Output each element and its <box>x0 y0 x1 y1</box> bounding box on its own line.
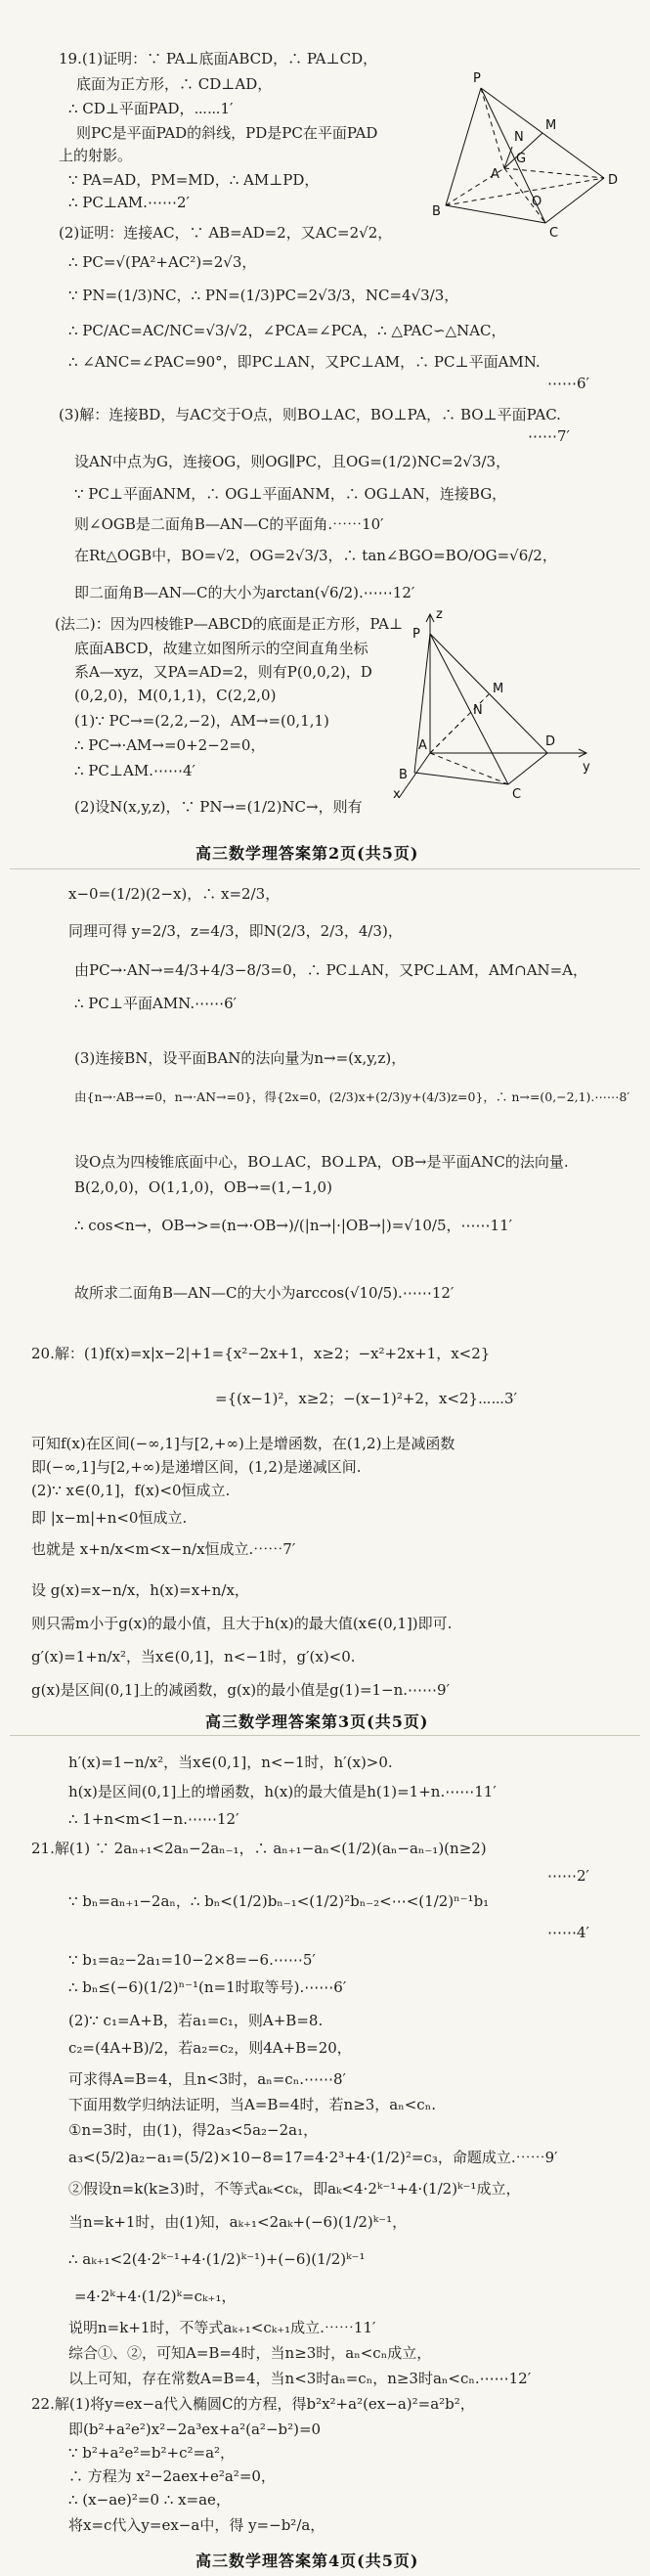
figure-label: A <box>418 738 427 753</box>
solution-line: (2)∵ c₁=A+B，若a₁=c₁，则A+B=8. <box>68 2012 324 2029</box>
figure-label: M <box>545 118 557 133</box>
figure-label: N <box>473 703 483 718</box>
solution-line: ∴ PC⊥AM.⋯⋯4′ <box>74 762 195 779</box>
figure-label: M <box>493 682 504 696</box>
solution-line: ∴ PC⊥AM.⋯⋯2′ <box>68 194 190 211</box>
solution-line: g(x)是区间(0,1]上的减函数，g(x)的最小值是g(1)=1−n.⋯⋯9′ <box>31 1681 450 1699</box>
solution-line: ∵ PA=AD，PM=MD，∴ AM⊥PD， <box>68 171 320 189</box>
score-mark: ⋯⋯4′ <box>547 1924 589 1941</box>
solution-line: ∴ (x−ae)²=0 ∴ x=ae， <box>68 2491 231 2509</box>
figure-label: N <box>514 130 524 145</box>
solution-line: 同理可得 y=2/3，z=4/3，即N(2/3，2/3，4/3)， <box>68 922 403 940</box>
solution-line: 即二面角B—AN—C的大小为arctan(√6/2).⋯⋯12′ <box>74 584 415 601</box>
solution-line: ∴ PC⊥平面AMN.⋯⋯6′ <box>74 995 238 1012</box>
solution-line: ={(x−1)²，x≥2；−(x−1)²+2，x<2}⋯⋯3′ <box>215 1390 518 1407</box>
solution-line: 在Rt△OGB中，BO=√2，OG=2√3/3，∴ tan∠BGO=BO/OG=√6/2， <box>74 547 557 564</box>
page-footer: 高三数学理答案第4页(共5页) <box>195 2552 419 2570</box>
solution-line: x−0=(1/2)(2−x)，∴ x=2/3， <box>68 885 281 903</box>
figure-label: C <box>549 226 559 241</box>
figure-label: G <box>516 152 527 166</box>
solution-line: (2)设N(x,y,z)，∵ PN→=(1/2)NC→，则有 <box>74 798 363 816</box>
page-divider <box>10 1735 640 1736</box>
solution-line: 也就是 x+n/x<m<x−n/x恒成立.⋯⋯7′ <box>31 1540 296 1558</box>
solution-line: ∵ bₙ=aₙ₊₁−2aₙ，∴ bₙ<(1/2)bₙ₋₁<(1/2)²bₙ₋₂<⋯<(1/2)ⁿ⁻¹b₁ <box>68 1892 490 1910</box>
solution-line: 21.解(1) ∵ 2aₙ₊₁<2aₙ−2aₙ₋₁，∴ aₙ₊₁−aₙ<(1/2)(aₙ−aₙ₋₁)(n≥2) <box>31 1840 487 1857</box>
figure-label: A <box>491 167 499 182</box>
score-mark: ⋯⋯2′ <box>547 1867 589 1885</box>
solution-line: 将x=c代入y=ex−a中，得 y=−b²/a， <box>68 2516 325 2534</box>
figure-label: D <box>545 734 556 749</box>
solution-line: B(2,0,0)，O(1,1,0)，OB→=(1,−1,0) <box>74 1178 332 1196</box>
solution-line: ∴ PC=√(PA²+AC²)=2√3， <box>68 253 257 271</box>
solution-line: ∴ PC→·AM→=0+2−2=0， <box>74 736 266 754</box>
solution-line: 底面ABCD，故建立如图所示的空间直角坐标 <box>74 640 368 657</box>
solution-line: 即 |x−m|+n<0恒成立. <box>31 1509 188 1527</box>
figure-label: P <box>412 627 420 642</box>
solution-line: h(x)是区间(0,1]上的增函数，h(x)的最大值是h(1)=1+n.⋯⋯11′ <box>68 1783 497 1800</box>
figure-label: B <box>432 204 441 219</box>
solution-line: ∵ PN=(1/3)NC，∴ PN=(1/3)PC=2√3/3，NC=4√3/3， <box>68 287 459 304</box>
page-divider <box>10 868 640 869</box>
solution-line: 系A—xyz，又PA=AD=2，则有P(0,0,2)，D <box>74 663 372 681</box>
solution-line: 上的射影。 <box>59 147 133 164</box>
figure-label: x <box>393 787 401 802</box>
solution-line: a₃<(5/2)a₂−a₁=(5/2)×10−8=17=4·2³+4·(1/2)²=c₃，命题成立.⋯⋯9′ <box>68 2149 558 2166</box>
solution-line: ∴ 1+n<m<1−n.⋯⋯12′ <box>68 1810 239 1828</box>
solution-line: 设 g(x)=x−n/x，h(x)=x+n/x， <box>31 1581 249 1599</box>
solution-line: 当n=k+1时，由(1)知，aₖ₊₁<2aₖ+(−6)(1/2)ᵏ⁻¹， <box>68 2213 408 2231</box>
figure-label: z <box>436 607 443 622</box>
solution-line: 设AN中点为G，连接OG，则OG∥PC，且OG=(1/2)NC=2√3/3， <box>74 453 511 470</box>
solution-line: g′(x)=1+n/x²，当x∈(0,1]，n<−1时，g′(x)<0. <box>31 1648 356 1666</box>
solution-line: 即(−∞,1]与[2,+∞)是递增区间，(1,2)是递减区间. <box>31 1458 362 1476</box>
solution-line: (0,2,0)，M(0,1,1)，C(2,2,0) <box>74 687 277 704</box>
solution-line: 22.解(1)将y=ex−a代入椭圆C的方程，得b²x²+a²(ex−a)²=a²b²， <box>31 2395 475 2413</box>
figure-label: D <box>608 173 619 188</box>
solution-line: 20.解：(1)f(x)=x|x−2|+1={x²−2x+1，x≥2；−x²+2x+1，x<2} <box>31 1345 491 1362</box>
pyramid-figure <box>430 68 626 244</box>
solution-line: ∴ aₖ₊₁<2(4·2ᵏ⁻¹+4·(1/2)ᵏ⁻¹)+(−6)(1/2)ᵏ⁻¹ <box>68 2250 366 2268</box>
solution-line: (2)∵ x∈(0,1]，f(x)<0恒成立. <box>31 1482 231 1499</box>
solution-line: (2)证明：连接AC，∵ AB=AD=2，又AC=2√2， <box>59 224 393 242</box>
solution-line: 以上可知，存在常数A=B=4，当n<3时aₙ=cₙ，n≥3时aₙ<cₙ.⋯⋯12′ <box>68 2370 532 2387</box>
solution-line: (3)解：连接BD，与AC交于O点，则BO⊥AC，BO⊥PA，∴ BO⊥平面PAC. <box>59 406 561 423</box>
page-footer: 高三数学理答案第3页(共5页) <box>205 1712 429 1731</box>
solution-line: 则∠OGB是二面角B—AN—C的平面角.⋯⋯10′ <box>74 515 384 533</box>
solution-line: 综合①、②，可知A=B=4时，当n≥3时，aₙ<cₙ成立， <box>68 2344 432 2362</box>
solution-line: 由{n→·AB→=0，n→·AN→=0}，得{2x=0，(2/3)x+(2/3)y+(4/3)z=0}，∴ n→=(0,−2,1).⋯⋯8′ <box>74 1089 630 1104</box>
solution-line: ∵ b²+a²e²=b²+c²=a²， <box>68 2444 236 2462</box>
solution-line: 可知f(x)在区间(−∞,1]与[2,+∞)上是增函数，在(1,2)上是减函数 <box>31 1435 455 1452</box>
figure-label: C <box>512 787 522 802</box>
solution-line: 故所求二面角B—AN—C的大小为arccos(√10/5).⋯⋯12′ <box>74 1284 455 1302</box>
solution-line: =4·2ᵏ+4·(1/2)ᵏ=cₖ₊₁， <box>74 2287 237 2305</box>
solution-line: ②假设n=k(k≥3)时，不等式aₖ<cₖ，即aₖ<4·2ᵏ⁻¹+4·(1/2)ᵏ⁻¹成立， <box>68 2180 521 2198</box>
solution-line: 则PC是平面PAD的斜线，PD是PC在平面PAD <box>76 124 378 142</box>
solution-line: ∵ b₁=a₂−2a₁=10−2×8=−6.⋯⋯5′ <box>68 1951 316 1969</box>
solution-line: 则只需m小于g(x)的最小值，且大于h(x)的最大值(x∈(0,1])即可. <box>31 1615 453 1632</box>
score-mark: ⋯⋯6′ <box>547 375 589 392</box>
solution-line: 说明n=k+1时，不等式aₖ₊₁<cₖ₊₁成立.⋯⋯11′ <box>68 2319 376 2336</box>
figure-label: B <box>399 768 408 782</box>
solution-line: h′(x)=1−n/x²，当x∈(0,1]，n<−1时，h′(x)>0. <box>68 1754 393 1771</box>
solution-line: 设O点为四棱锥底面中心，BO⊥AC，BO⊥PA，OB→是平面ANC的法向量. <box>74 1153 569 1171</box>
solution-line: ∴ ∠ANC=∠PAC=90°，即PC⊥AN，又PC⊥AM，∴ PC⊥平面AMN. <box>68 353 541 371</box>
solution-line: (1)∵ PC→=(2,2,−2)，AM→=(0,1,1) <box>74 712 329 730</box>
solution-line: 由PC→·AN→=4/3+4/3−8/3=0，∴ PC⊥AN，又PC⊥AM，AM∩AN=A， <box>74 961 588 979</box>
score-mark: ⋯⋯7′ <box>528 427 570 445</box>
solution-line: ①n=3时，由(1)，得2a₃<5a₂−2a₁， <box>68 2121 319 2139</box>
solution-line: 即(b²+a²e²)x²−2a³ex+a²(a²−b²)=0 <box>68 2421 322 2438</box>
solution-line: ∴ PC/AC=AC/NC=√3/√2，∠PCA=∠PCA，∴ △PAC∽△NAC， <box>68 322 506 339</box>
solution-line: (3)连接BN，设平面BAN的法向量为n→=(x,y,z)， <box>74 1049 407 1067</box>
solution-line: 下面用数学归纳法证明，当A=B=4时，若n≥3，aₙ<cₙ. <box>68 2096 436 2113</box>
solution-line: ∴ cos<n→，OB→>=(n→·OB→)/(|n→|·|OB→|)=√10/5，⋯⋯11′ <box>74 1217 513 1234</box>
coordinate-pyramid-figure <box>391 606 596 802</box>
figure-label: O <box>532 195 542 209</box>
figure-label: P <box>473 71 481 86</box>
figure-label: y <box>583 760 590 775</box>
solution-line: (法二)：因为四棱锥P—ABCD的底面是正方形，PA⊥ <box>55 615 404 633</box>
solution-line: ∴ 方程为 x²−2aex+e²a²=0， <box>68 2467 276 2485</box>
solution-line: ∵ PC⊥平面ANM，∴ OG⊥平面ANM，∴ OG⊥AN，连接BG， <box>74 485 507 503</box>
solution-line: ∴ CD⊥平面PAD，⋯⋯1′ <box>68 100 234 117</box>
solution-line: c₂=(4A+B)/2，若a₂=c₂，则4A+B=20， <box>68 2039 352 2057</box>
solution-line: 19.(1)证明：∵ PA⊥底面ABCD，∴ PA⊥CD， <box>59 50 378 67</box>
page-footer: 高三数学理答案第2页(共5页) <box>195 844 419 863</box>
solution-line: 底面为正方形，∴ CD⊥AD， <box>76 75 273 93</box>
solution-line: ∴ bₙ≤(−6)(1/2)ⁿ⁻¹(n=1时取等号).⋯⋯6′ <box>68 1978 347 1996</box>
solution-line: 可求得A=B=4，且n<3时，aₙ=cₙ.⋯⋯8′ <box>68 2070 346 2088</box>
